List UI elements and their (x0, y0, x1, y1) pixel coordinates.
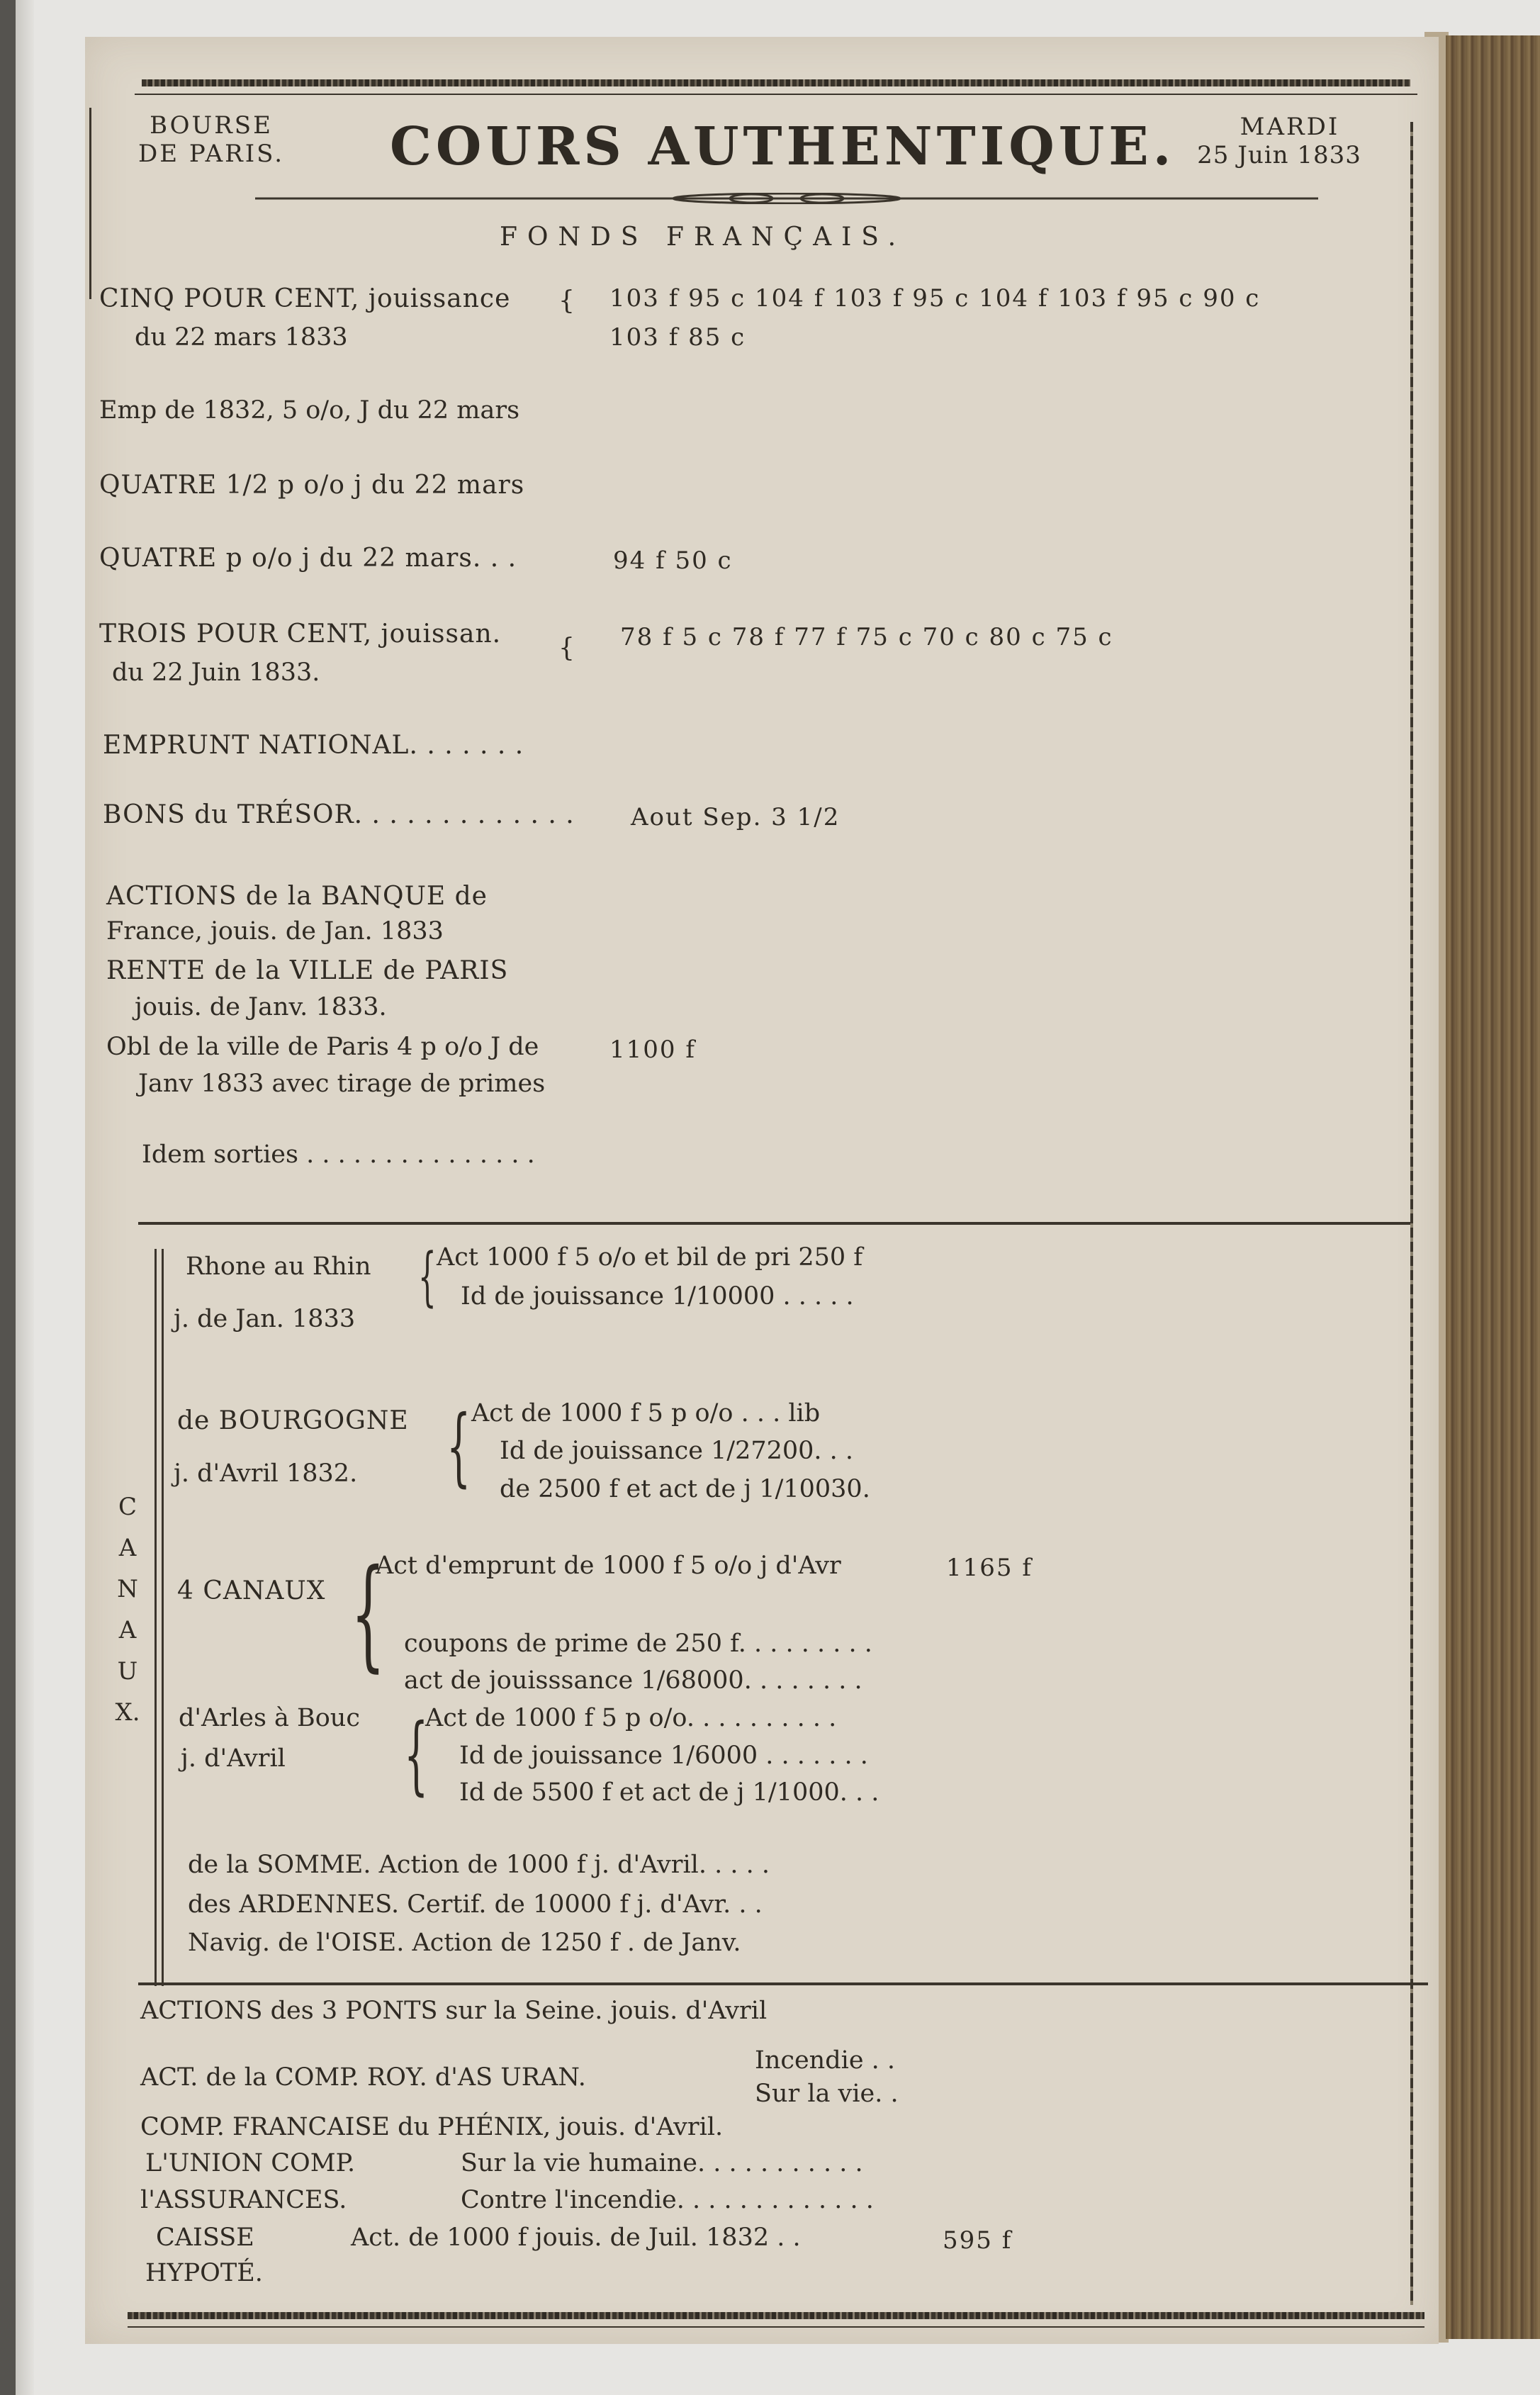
row-cinq-values-2: 103 f 85 c (609, 323, 746, 352)
union-label-2: l'ASSURANCES. (140, 2186, 347, 2214)
oise-row: Navig. de l'OISE. Action de 1250 f . de Janv. (188, 1929, 741, 1957)
union-line-a: Sur la vie humaine. . . . . . . . . . . (461, 2149, 863, 2177)
row-obl-values: 1100 f (609, 1036, 696, 1064)
row-cinq-values-1: 103 f 95 c 104 f 103 f 95 c 104 f 103 f 95 c 90 c (609, 284, 1261, 313)
rhone-label-2: j. de Jan. 1833 (174, 1305, 356, 1333)
row-obl-label-2: Janv 1833 avec tirage de primes (138, 1070, 546, 1098)
caisse-label-1: CAISSE (156, 2223, 254, 2252)
page-title: COURS AUTHENTIQUE. (390, 116, 1176, 177)
canaux-bracket-inner (162, 1249, 164, 1986)
rhone-label-1: Rhone au Rhin (186, 1252, 371, 1281)
scan-left-shadow (16, 0, 34, 2395)
row-trois-label-1: TROIS POUR CENT, jouissan. (99, 619, 502, 649)
section-title: FONDS FRANÇAIS. (500, 223, 906, 252)
brace-mark: { (404, 1706, 429, 1805)
arles-label-2: j. d'Avril (181, 1744, 286, 1773)
left-margin-line (89, 108, 91, 299)
brace-mark: { (558, 634, 575, 663)
row-quatre-label: QUATRE p o/o j du 22 mars. . . (99, 544, 517, 573)
row-emprunt-label: EMPRUNT NATIONAL. . . . . . . (103, 731, 524, 760)
caisse-value: 595 f (943, 2226, 1013, 2255)
row-rente-label-2: jouis. de Janv. 1833. (135, 993, 387, 1021)
rhone-line-b: Id de jouissance 1/10000 . . . . . (461, 1282, 854, 1311)
row-obl-label-1: Obl de la ville de Paris 4 p o/o J de (106, 1033, 539, 1061)
comp-roy-vie: Sur la vie. . (755, 2080, 899, 2108)
top-border-thin (135, 94, 1417, 95)
comp-roy-incendie: Incendie . . (755, 2046, 896, 2075)
row-bons-label: BONS du TRÉSOR. . . . . . . . . . . . . (103, 800, 575, 829)
caisse-label-2: HYPOTÉ. (145, 2259, 263, 2287)
row-cinq-label-2: du 22 mars 1833 (135, 323, 348, 352)
brace-mark: { (558, 286, 575, 315)
row-rente-label-1: RENTE de la VILLE de PARIS (106, 956, 509, 985)
row-cinq-label-1: CINQ POUR CENT, jouissance (99, 284, 511, 313)
section-divider (138, 1222, 1410, 1225)
bottom-border-thin (128, 2326, 1424, 2328)
row-banque-label-1: ACTIONS de la BANQUE de (106, 882, 488, 911)
header-left-line2: DE PARIS. (137, 140, 285, 168)
phenix-row: COMP. FRANCAISE du PHÉNIX, jouis. d'Avril. (140, 2113, 724, 2141)
brace-mark: { (446, 1398, 471, 1496)
document-page (85, 37, 1439, 2344)
header-left-line1: BOURSE (150, 111, 273, 140)
bourgogne-label-1: de BOURGOGNE (177, 1406, 409, 1435)
row-emp-label: Emp de 1832, 5 o/o, J du 22 mars (99, 396, 520, 425)
brace-mark: { (418, 1240, 437, 1314)
somme-row: de la SOMME. Action de 1000 f j. d'Avril. . . . . (188, 1851, 770, 1879)
header-date: 25 Juin 1833 (1197, 141, 1361, 169)
canaux-vertical-label: CANAUX. (115, 1493, 140, 1727)
arles-line-b: Id de jouissance 1/6000 . . . . . . . (459, 1741, 868, 1770)
row-bons-values: Aout Sep. 3 1/2 (631, 803, 841, 831)
bourgogne-line-b: Id de jouissance 1/27200. . . (500, 1437, 854, 1465)
right-margin-line (1410, 122, 1413, 2305)
ornamental-rule (255, 193, 1318, 204)
rhone-line-a: Act 1000 f 5 o/o et bil de pri 250 f (437, 1243, 863, 1272)
bourgogne-line-c: de 2500 f et act de j 1/10030. (500, 1475, 870, 1503)
section-divider (138, 1982, 1428, 1985)
caisse-line-a: Act. de 1000 f jouis. de Juil. 1832 . . (351, 2223, 801, 2252)
header-right-line1: MARDI (1240, 113, 1340, 141)
quatre-canaux-line-b: coupons de prime de 250 f. . . . . . . . . (404, 1630, 872, 1658)
quatre-canaux-label: 4 CANAUX (177, 1576, 326, 1605)
ardennes-row: des ARDENNES. Certif. de 10000 f j. d'Avr. . . (188, 1890, 763, 1919)
union-label-1: L'UNION COMP. (145, 2149, 356, 2177)
book-spine (1446, 35, 1540, 2339)
bottom-border (128, 2312, 1424, 2319)
arles-label-1: d'Arles à Bouc (179, 1704, 360, 1732)
row-trois-label-2: du 22 Juin 1833. (112, 658, 320, 687)
row-quatre-values: 94 f 50 c (613, 546, 733, 575)
ponts-row: ACTIONS des 3 PONTS sur la Seine. jouis. d'Avril (140, 1997, 768, 2025)
quatre-canaux-line-a: Act d'emprunt de 1000 f 5 o/o j d'Avr (376, 1552, 841, 1580)
quatre-canaux-value: 1165 f (946, 1554, 1033, 1582)
top-border (142, 79, 1410, 86)
scan-left-edge (0, 0, 16, 2395)
row-idem-label: Idem sorties . . . . . . . . . . . . . . . (142, 1140, 535, 1169)
row-trois-values: 78 f 5 c 78 f 77 f 75 c 70 c 80 c 75 c (620, 623, 1113, 651)
union-line-b: Contre l'incendie. . . . . . . . . . . . . (461, 2186, 874, 2214)
quatre-canaux-line-c: act de jouisssance 1/68000. . . . . . . . (404, 1666, 862, 1695)
row-quatre-demi-label: QUATRE 1/2 p o/o j du 22 mars (99, 471, 525, 500)
arles-line-c: Id de 5500 f et act de j 1/1000. . . (459, 1778, 879, 1807)
comp-roy-label: ACT. de la COMP. ROY. d'AS URAN. (140, 2063, 586, 2092)
bourgogne-line-a: Act de 1000 f 5 p o/o . . . lib (471, 1399, 821, 1428)
brace-mark: { (351, 1544, 386, 1684)
arles-line-a: Act de 1000 f 5 p o/o. . . . . . . . . . (425, 1704, 837, 1732)
canaux-bracket-outer (154, 1249, 157, 1986)
bourgogne-label-2: j. d'Avril 1832. (174, 1459, 358, 1488)
row-banque-label-2: France, jouis. de Jan. 1833 (106, 917, 444, 946)
